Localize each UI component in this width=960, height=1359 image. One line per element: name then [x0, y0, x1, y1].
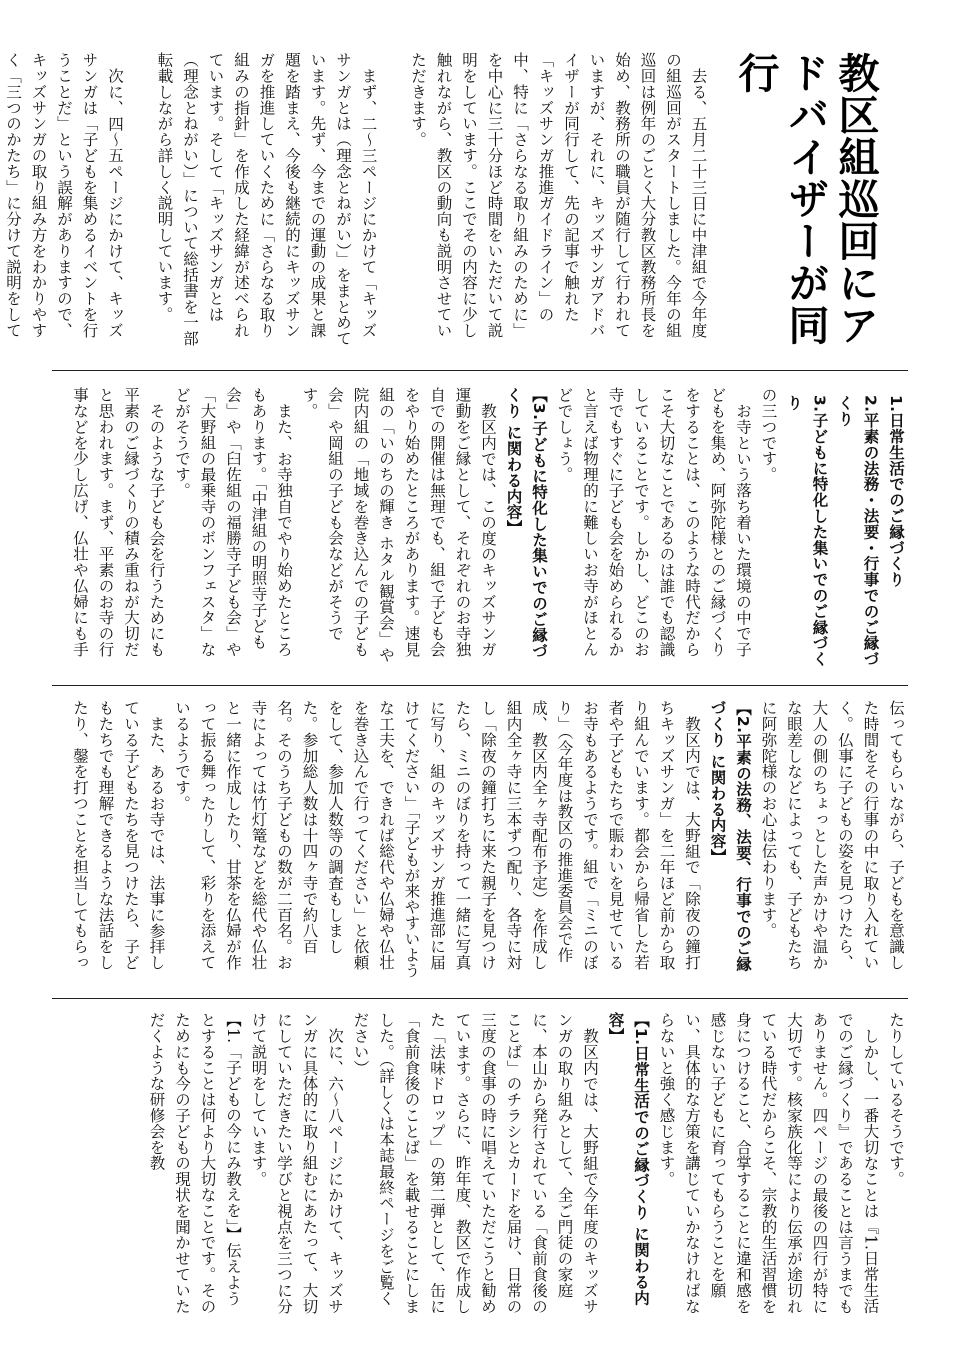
paragraph: たりしているそうです。 — [887, 1012, 905, 1187]
tier-3 — [52, 700, 908, 983]
paragraph: まず、二〜三ページにかけて「キッズサンガとは（理念とねがい）」をまとめています。先ず、今までの運動の成果と課題を踏まえ、今後も継続的にキッズサンガを推進していくために「さらなる取り組みの指針」を作成した経緯が述べられています。そして「キッズサンガとは（理念とねがい）」について総括書を一部転載しながら詳しく説明しています。 — [155, 52, 378, 347]
section-heading: 【2.平素の法務、法要、行事でのご縁づくり に関わる内容】 — [708, 700, 752, 972]
tier-2-text — [67, 387, 909, 667]
paragraph: 教区内では、大野組で「除夜の鐘打ちキッズサンガ」を二年ほど前から取り組んでいます。都会から帰省した若者や子どもたちで賑わいを見せているお寺もあるようです。組で「ミニのぼり」（今年度は教区の推進委員会で作成、教区内全ヶ寺配布予定）を作成し組内全ヶ寺に三本ずつ配り、各寺に対し「除夜の鐘打ちに来た親子を見つけたら、ミニのぼりを持って一緒に写真に写り、組のキッズサンガ推進部に届けてください」「子どもが来やすいような工夫を、できれば総代や仏婦や仏壮を巻き込んで行ってください」と依頼をして、参加人数等の調査もしました。参加総人数は十四ヶ寺で約八百名。そのうち子どもの数が二百名。お寺によっては竹灯篭などを総代や仏壮と一緒に作成したり、甘茶を仏婦が作って振る舞ったりして、彩りを添えているようです。 — [173, 700, 701, 979]
tier-3-text — [67, 700, 909, 983]
list-item: 3.子どもに特化した集いでのご縁づくり — [785, 394, 829, 667]
paragraph: 教区内では、この度のキッズサンガ運動をご縁として、それぞれのお寺独自での開催は無理でも、組で子ども会をやり始めたところがあります。速見組の「いのちの輝き ホタル観賞会」や院内組の「地域を巻き込んでの子ども会」や岡組の子ども会などがそうです。 — [300, 387, 497, 663]
paragraph: そのような子ども会を行うためにも平素のご縁づくりの積み重ねが大切だと思われます。まず、平素のお寺の行事などを少し広げ、仏壮や仏婦にも手 — [71, 387, 166, 658]
paragraph: 去る、五月二十三日に中津組で今年度の組巡回がスタートしました。今年の組巡回は例年のごとく大分教区教務所長を始め、教務所の職員が随行して行われていますが、それに、キッズサンガアドバイザーが同行して、先の記事で触れた「キッズサンガ推進ガイドライン」の中、特に「さらなる取り組みのために」を中心に三十分ほど時間をいただいて説明をしています。ここでその内容に少し触れながら、教区の動向も説明させていただきます。 — [409, 52, 708, 339]
section-divider — [52, 998, 908, 999]
list-item: 2.平素の法務・法要・行事でのご縁づくり — [836, 394, 880, 667]
tier-1 — [4, 52, 908, 352]
section-heading: 【1.日常生活でのご縁づくり に関わる内容】 — [606, 1012, 650, 1306]
paragraph: 【1.「子どもの今にみ教えを」】伝えようとすることは何より大切なことです。そのためにも今の子どもの現状を聞かせていただくような研修会を教 — [147, 1012, 242, 1315]
section-divider — [52, 685, 908, 686]
paragraph: 伝ってもらいながら、子どもを意識した時間をその行事の中に取り入れていく。仏事に子どもの姿を見つけたら、大人の側のちょっとした声かけや温かな眼差しなどによっても、子どもたちに阿弥陀様のお心は伝わります。 — [759, 700, 905, 971]
list-item: 1.日常生活でのご縁づくり — [887, 394, 905, 588]
paragraph: お寺という落ち着いた環境の中で子どもを集め、阿弥陀様とのご縁づくりをすることは、このような時代だからこそ大切なことであるのは誰でも認識していることです。しかし、どこのお寺でもすぐに子ども会を始められるかと言えば物理的に難しいお寺がほとんどでしょう。 — [555, 387, 752, 658]
paragraph: 次に、四〜五ページにかけて、キッズサンガは「子どもを集めるイベントを行うことだ」という誤解がありますので、キッズサンガの取り組み方をわかりやすく「三つのかたち」に分けて説明をして — [4, 52, 125, 339]
tier-1-text — [0, 52, 711, 352]
paragraph: 教区内では、大野組で今年度のキッズサンガの取り組みとして、全ご門徒の家庭に、本山から発行されている「食前食後のことば」のチラシとカードを届け、日常の三度の食事の時に唱えていただこうと勧めています。さらに、昨年度、教区で作成した「法味ドロップ」の第二弾として、缶に「食前食後のことば」を載せることにしました。（詳しくは本誌最終ページをご覧ください） — [351, 1012, 599, 1315]
section-divider — [52, 370, 908, 371]
paragraph: しかし、一番大切なことは『1.日常生活でのご縁づくり』であることは言うまでもありません。四ページの最後の四行が特に大切です。核家族化等により伝承が途切れている時代だからこそ、宗教的生活習慣を身につけること、合掌することに違和感を感じない子どもに育ってもらうことを願い、具体的な方策を講じていかなければならないと強く感じます。 — [657, 1012, 880, 1315]
article-title: 教区組巡回にアドバイザーが同行 — [731, 52, 880, 346]
paragraph: また、お寺独自でやり始めたところもあります。「中津組の明照寺子ども会」や「臼佐組の福勝寺子ども会」や「大野組の最乗寺のボンフェスタ」などがそうです。 — [173, 387, 293, 658]
paragraph: また、あるお寺では、法事に参拝している子どもたちを見つけたら、子どもたちでも理解できるような法話をしたり、鏧を打つことを担当してもらっ — [71, 700, 166, 971]
tier-4 — [52, 1012, 908, 1317]
paragraph: 次に、六〜八ページにかけて、キッズサンガに具体的に取り組むにあたって、大切にしていただきたい学びと視点を三つに分けて説明をしています。 — [249, 1012, 344, 1315]
paragraph: の三つです。 — [759, 387, 778, 483]
tier-2 — [52, 387, 908, 667]
tier-4-text — [143, 1012, 908, 1317]
section-heading: 【3.子どもに特化した集いでのご縁づくり に関わる内容】 — [504, 387, 548, 659]
